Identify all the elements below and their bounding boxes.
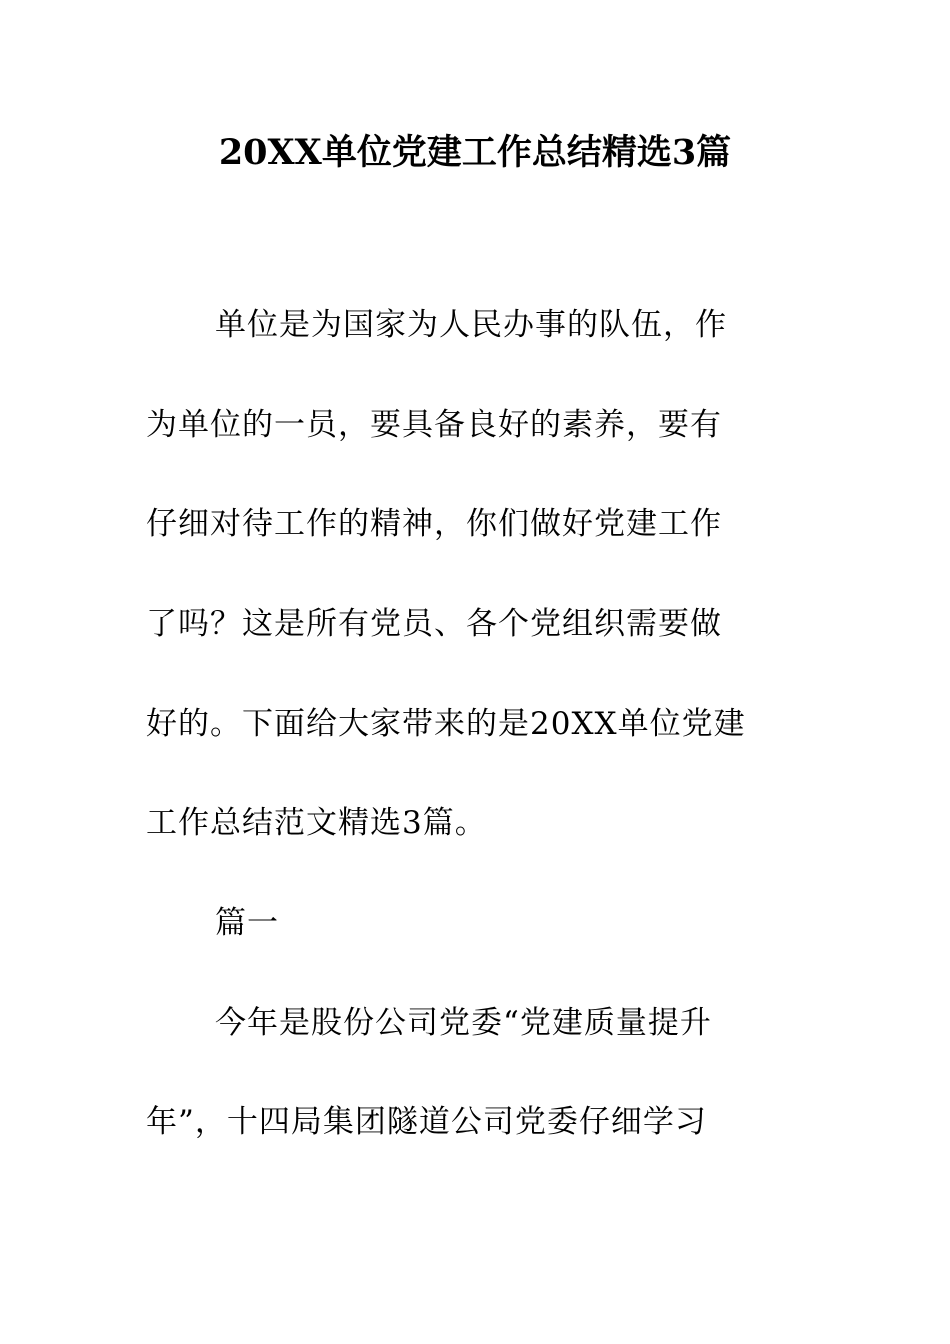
paragraph-line: 仔细对待工作的精神，你们做好党建工作 bbox=[146, 506, 722, 542]
paragraph-line: 了吗？这是所有党员、各个党组织需要做 bbox=[146, 606, 722, 642]
paragraph-line: 年”，十四局集团隧道公司党委仔细学习 bbox=[146, 1104, 707, 1140]
paragraph-line: 单位是为国家为人民办事的队伍，作 bbox=[215, 307, 727, 343]
paragraph-line: 工作总结范文精选3篇。 bbox=[146, 805, 487, 841]
paragraph-line: 为单位的一员，要具备良好的素养，要有 bbox=[146, 407, 722, 443]
document-title: 20XX单位党建工作总结精选3篇 bbox=[218, 132, 732, 173]
section-heading: 篇一 bbox=[215, 905, 279, 941]
paragraph-line: 今年是股份公司党委“党建质量提升 bbox=[215, 1005, 712, 1041]
paragraph-line: 好的。下面给大家带来的是20XX单位党建 bbox=[146, 706, 746, 742]
